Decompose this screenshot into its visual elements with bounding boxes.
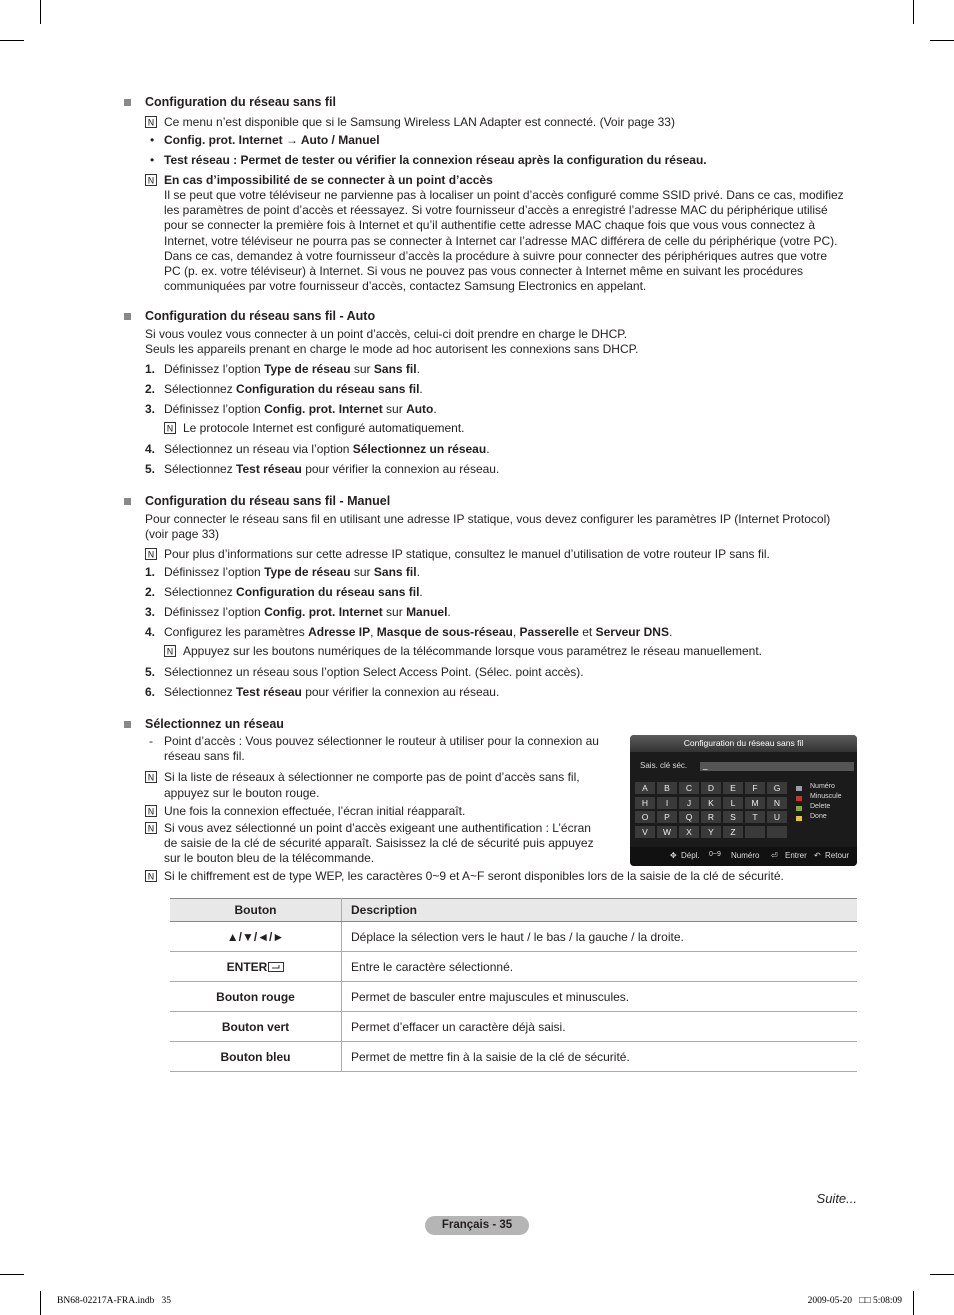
keyboard-key[interactable]: N bbox=[767, 797, 787, 809]
crop-mark bbox=[930, 1274, 954, 1275]
keyboard-key[interactable]: S bbox=[723, 811, 743, 823]
step-text: Définissez l’option Config. prot. Internet sur Manuel. bbox=[164, 605, 451, 619]
keyboard-key[interactable]: C bbox=[679, 782, 699, 794]
note-line: Internet, votre téléviseur ne pourra pas se connecter à Internet car l’adresse MAC différera de celle du périphérique (votre PC). bbox=[164, 234, 838, 248]
keyboard-key[interactable]: W bbox=[657, 826, 677, 838]
tv-help-bar bbox=[630, 847, 857, 866]
step-number: 2. bbox=[145, 585, 156, 599]
description-cell: Déplace la sélection vers le haut / le bas / la gauche / la droite. bbox=[342, 922, 858, 952]
tv-legend-item: Delete bbox=[810, 803, 831, 810]
bullet-dot: • bbox=[150, 153, 155, 167]
button-cell: ENTER bbox=[170, 952, 342, 982]
keyboard-key[interactable]: K bbox=[701, 797, 721, 809]
section-title: Configuration du réseau sans fil bbox=[145, 95, 336, 109]
svg-text:N: N bbox=[166, 424, 174, 434]
keyboard-key[interactable]: P bbox=[657, 811, 677, 823]
keyboard-key[interactable]: J bbox=[679, 797, 699, 809]
note-icon bbox=[145, 822, 157, 834]
note-text: Une fois la connexion effectuée, l’écran initial réapparaît. bbox=[164, 804, 466, 818]
step-number: 4. bbox=[145, 442, 156, 456]
keyboard-key[interactable] bbox=[745, 826, 765, 838]
note-text: Appuyez sur les boutons numériques de la télécommande lorsque vous paramétrez le réseau manuellement. bbox=[183, 644, 762, 658]
section-marker bbox=[124, 99, 131, 106]
svg-text:N: N bbox=[147, 824, 155, 834]
button-cell: Bouton rouge bbox=[170, 982, 342, 1012]
note-text: de saisie de la clé de sécurité apparaît. Saisissez la clé de sécurité puis appuyez bbox=[164, 836, 594, 850]
tv-legend-item: Done bbox=[810, 813, 827, 820]
keyboard-key[interactable]: A bbox=[635, 782, 655, 794]
keyboard-key[interactable]: U bbox=[767, 811, 787, 823]
intro-text: Si vous voulez vous connecter à un point d’accès, celui-ci doit prendre en charge le DHCP. bbox=[145, 327, 628, 341]
svg-text:N: N bbox=[147, 807, 155, 817]
table-row bbox=[170, 952, 857, 982]
keyboard-key[interactable]: T bbox=[745, 811, 765, 823]
keyboard-key[interactable]: D bbox=[701, 782, 721, 794]
note-icon bbox=[145, 116, 157, 128]
step-number: 2. bbox=[145, 382, 156, 396]
step-number: 1. bbox=[145, 362, 156, 376]
button-cell: Bouton bleu bbox=[170, 1042, 342, 1072]
table-row bbox=[170, 982, 857, 1012]
red-legend-swatch bbox=[796, 796, 802, 801]
note-line: Dans ce cas, demandez à votre fournisseur d’accès la procédure à suivre pour connecter des périphériques autres que votre bbox=[164, 249, 828, 263]
dash-text: réseau sans fil. bbox=[164, 749, 245, 763]
description-cell: Permet de mettre fin à la saisie de la clé de sécurité. bbox=[342, 1042, 858, 1072]
intro-text: Seuls les appareils prenant en charge le mode ad hoc autorisent les connexions sans DHCP. bbox=[145, 342, 639, 356]
note-text: Ce menu n’est disponible que si le Samsung Wireless LAN Adapter est connecté. (Voir page 33) bbox=[164, 115, 675, 129]
crop-mark bbox=[913, 1291, 914, 1315]
yellow-legend-swatch bbox=[796, 816, 802, 821]
keyboard-key[interactable] bbox=[767, 826, 787, 838]
description-cell: Permet d’effacer un caractère déjà saisi. bbox=[342, 1012, 858, 1042]
green-legend-swatch bbox=[796, 806, 802, 811]
step-text: Définissez l’option Config. prot. Internet sur Auto. bbox=[164, 402, 437, 416]
keyboard-key[interactable]: L bbox=[723, 797, 743, 809]
tv-legend-item: Minuscule bbox=[810, 793, 842, 800]
keyboard-key[interactable]: I bbox=[657, 797, 677, 809]
note-text: Pour plus d’informations sur cette adresse IP statique, consultez le manuel d’utilisation de votre routeur IP sans fil. bbox=[164, 547, 770, 561]
note-line: Il se peut que votre téléviseur ne parvienne pas à localiser un point d’accès configuré comme SSID privé. Dans ce cas, modifiez bbox=[164, 188, 844, 202]
section-title: Sélectionnez un réseau bbox=[145, 717, 284, 731]
table-row bbox=[170, 1042, 857, 1072]
crop-mark bbox=[930, 40, 954, 41]
page-number-badge: Français - 35 bbox=[425, 1216, 529, 1235]
numero-legend-swatch bbox=[796, 786, 802, 791]
bullet-dot: • bbox=[150, 133, 155, 147]
section-marker bbox=[124, 721, 131, 728]
note-icon bbox=[164, 645, 176, 657]
step-number: 5. bbox=[145, 665, 156, 679]
tv-security-key-screen bbox=[630, 735, 857, 866]
keyboard-key[interactable]: F bbox=[745, 782, 765, 794]
keyboard-key[interactable]: O bbox=[635, 811, 655, 823]
step-number: 3. bbox=[145, 402, 156, 416]
print-footer-right: 2009-05-20 □□ 5:08:09 bbox=[807, 1296, 902, 1306]
step-text: Sélectionnez Test réseau pour vérifier la connexion au réseau. bbox=[164, 685, 500, 699]
keyboard-key[interactable]: G bbox=[767, 782, 787, 794]
section-marker bbox=[124, 313, 131, 320]
note-text: appuyez sur le bouton rouge. bbox=[164, 786, 320, 800]
table-header-row bbox=[170, 899, 857, 922]
help-enter: Entrer bbox=[785, 851, 807, 860]
step-number: 3. bbox=[145, 605, 156, 619]
keyboard-key[interactable]: E bbox=[723, 782, 743, 794]
note-text: Si le chiffrement est de type WEP, les caractères 0~9 et A~F seront disponibles lors de la saisie de la clé de sécurité. bbox=[164, 869, 784, 883]
column-header: Description bbox=[342, 899, 858, 922]
button-cell: ▲/▼/◄/► bbox=[170, 922, 342, 952]
security-key-input[interactable]: _ bbox=[700, 762, 854, 771]
note-title: En cas d’impossibilité de se connecter à un point d’accès bbox=[164, 173, 493, 187]
step-text: Définissez l’option Type de réseau sur Sans fil. bbox=[164, 362, 420, 376]
step-text: Configurez les paramètres Adresse IP, Masque de sous-réseau, Passerelle et Serveur DNS. bbox=[164, 625, 673, 639]
button-cell: Bouton vert bbox=[170, 1012, 342, 1042]
note-icon bbox=[145, 771, 157, 783]
keyboard-key[interactable]: Y bbox=[701, 826, 721, 838]
keyboard-key[interactable]: V bbox=[635, 826, 655, 838]
enter-icon bbox=[268, 962, 284, 972]
svg-text:N: N bbox=[147, 773, 155, 783]
number-keys-icon: 0~9 bbox=[709, 851, 721, 858]
help-move: Dépl. bbox=[681, 851, 700, 860]
tv-field-label: Sais. clé séc. bbox=[640, 761, 688, 770]
note-icon bbox=[145, 805, 157, 817]
intro-text: Pour connecter le réseau sans fil en utilisant une adresse IP statique, vous devez configurer les paramètres IP (Internet Protocol) bbox=[145, 512, 831, 526]
description-cell: Entre le caractère sélectionné. bbox=[342, 952, 858, 982]
step-number: 1. bbox=[145, 565, 156, 579]
step-text: Sélectionnez un réseau sous l’option Select Access Point. (Sélec. point accès). bbox=[164, 665, 584, 679]
description-cell: Permet de basculer entre majuscules et minuscules. bbox=[342, 982, 858, 1012]
move-icon: ✥ bbox=[670, 851, 677, 860]
keyboard-key[interactable]: R bbox=[701, 811, 721, 823]
note-icon bbox=[164, 422, 176, 434]
step-number: 5. bbox=[145, 462, 156, 476]
button-reference-table bbox=[170, 898, 857, 1072]
note-line: pour se connecter la première fois à Internet et qu’il authentifie cette adresse MAC chaque fois que vous vous connectez à bbox=[164, 218, 816, 232]
help-return: Retour bbox=[825, 851, 850, 860]
note-icon bbox=[145, 870, 157, 882]
dash-text: Point d’accès : Vous pouvez sélectionner le routeur à utiliser pour la connexion au bbox=[164, 734, 599, 748]
enter-icon: ⏎ bbox=[771, 851, 778, 860]
step-number: 6. bbox=[145, 685, 156, 699]
keyboard-key[interactable]: B bbox=[657, 782, 677, 794]
crop-mark bbox=[40, 0, 41, 24]
note-line: communiquées par votre fournisseur d’accès, contactez Samsung Electronics en appelant. bbox=[164, 279, 647, 293]
tv-screen-title: Configuration du réseau sans fil bbox=[630, 735, 857, 752]
svg-text:N: N bbox=[166, 647, 174, 657]
print-footer-left: BN68-02217A-FRA.indb 35 bbox=[57, 1296, 172, 1306]
svg-text:N: N bbox=[147, 550, 155, 560]
note-text: sur le bouton bleu de la télécommande. bbox=[164, 851, 375, 865]
keyboard-key[interactable]: X bbox=[679, 826, 699, 838]
note-line: PC (p. ex. votre téléviseur) à Internet. Si vous ne pouvez pas vous connecter à Internet même en suivant les procédures bbox=[164, 264, 803, 278]
svg-text:N: N bbox=[147, 118, 155, 128]
note-text: Si vous avez sélectionné un point d’accès exigeant une authentification : L’écran bbox=[164, 821, 591, 835]
dash-mark: - bbox=[149, 734, 153, 748]
step-number: 4. bbox=[145, 625, 156, 639]
intro-text: (voir page 33) bbox=[145, 527, 220, 541]
section-marker bbox=[124, 498, 131, 505]
step-text: Sélectionnez Test réseau pour vérifier la connexion au réseau. bbox=[164, 462, 500, 476]
bullet-text: Config. prot. Internet → Auto / Manuel bbox=[164, 133, 380, 147]
keyboard-key[interactable]: M bbox=[745, 797, 765, 809]
note-icon bbox=[145, 174, 157, 186]
return-icon: ↶ bbox=[814, 851, 821, 860]
crop-mark bbox=[40, 1291, 41, 1315]
keyboard-key[interactable]: Z bbox=[723, 826, 743, 838]
section-title: Configuration du réseau sans fil - Manuel bbox=[145, 494, 391, 508]
table-row bbox=[170, 1012, 857, 1042]
note-icon bbox=[145, 548, 157, 560]
bullet-text: Test réseau : Permet de tester ou vérifier la connexion réseau après la configuration du réseau. bbox=[164, 153, 707, 167]
note-text: Le protocole Internet est configuré automatiquement. bbox=[183, 421, 465, 435]
crop-mark bbox=[913, 0, 914, 24]
crop-mark bbox=[0, 40, 24, 41]
step-text: Sélectionnez un réseau via l’option Sélectionnez un réseau. bbox=[164, 442, 490, 456]
column-header: Bouton bbox=[170, 899, 342, 922]
note-line: les paramètres de point d’accès et réessayez. Si votre fournisseur d’accès a enregistré l’adresse MAC du périphérique utilisé bbox=[164, 203, 828, 217]
keyboard-key[interactable]: H bbox=[635, 797, 655, 809]
step-text: Définissez l’option Type de réseau sur Sans fil. bbox=[164, 565, 420, 579]
keyboard-key[interactable]: Q bbox=[679, 811, 699, 823]
step-text: Sélectionnez Configuration du réseau sans fil. bbox=[164, 585, 423, 599]
note-text: Si la liste de réseaux à sélectionner ne comporte pas de point d’accès sans fil, bbox=[164, 770, 580, 784]
help-number: Numéro bbox=[731, 851, 760, 860]
continued-label: Suite... bbox=[816, 1191, 857, 1206]
table-row bbox=[170, 922, 857, 952]
svg-text:N: N bbox=[147, 176, 155, 186]
svg-text:N: N bbox=[147, 872, 155, 882]
step-text: Sélectionnez Configuration du réseau sans fil. bbox=[164, 382, 423, 396]
tv-legend-item: Numéro bbox=[810, 783, 835, 790]
crop-mark bbox=[0, 1274, 24, 1275]
section-title: Configuration du réseau sans fil - Auto bbox=[145, 309, 376, 323]
